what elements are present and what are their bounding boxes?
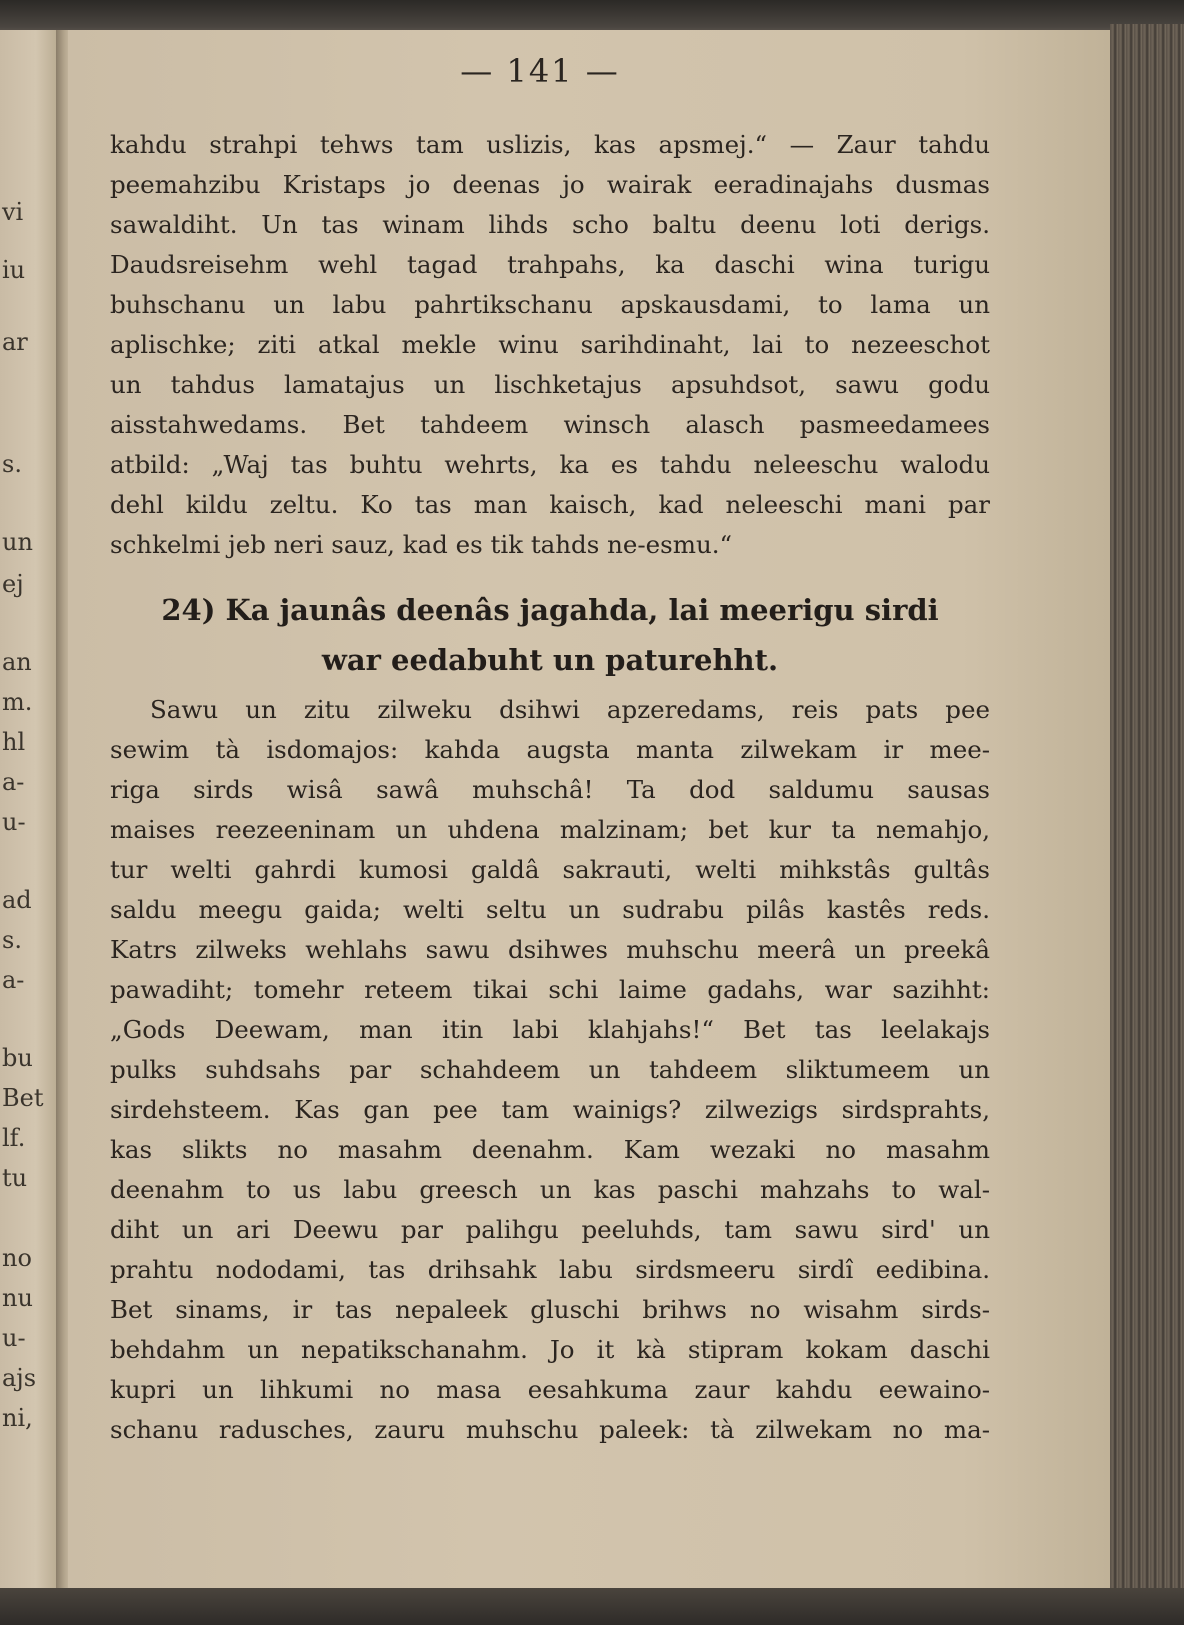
page-number: — 141 — — [460, 52, 620, 90]
text-line: prahtu nododami, tas drihsahk labu sirdsmeeru sirdî eedibina. — [110, 1255, 990, 1284]
left-page-text-fragment: an — [2, 648, 32, 676]
heading-line: war eedabuht un paturehht. — [321, 643, 779, 677]
text-line: kupri un lihkumi no masa eesahkuma zaur kahdu eewaino- — [110, 1375, 990, 1404]
book-bottom-edge — [0, 1588, 1184, 1625]
text-line: sirdehsteem. Kas gan pee tam wainigs? zilwezigs sirdsprahts, — [110, 1095, 990, 1124]
text-line: Sawu un zitu zilweku dsihwi apzeredams, reis pats pee — [150, 695, 990, 724]
left-page-text-fragment: a- — [2, 966, 25, 994]
text-line: buhschanu un labu pahrtikschanu apskausdami, to lama un — [110, 290, 990, 319]
left-page-text-fragment: ad — [2, 886, 32, 914]
text-line: Bet sinams, ir tas nepaleek gluschi brihws no wisahm sirds- — [110, 1295, 990, 1324]
left-page-margin — [0, 30, 60, 1590]
text-line: Daudsreisehm wehl tagad trahpahs, ka daschi wina turigu — [110, 250, 990, 279]
text-line: kahdu strahpi tehws tam uslizis, kas apsmej.“ — Zaur tahdu — [110, 130, 990, 159]
text-line: sawaldiht. Un tas winam lihds scho baltu deenu loti derigs. — [110, 210, 990, 239]
left-page-text-fragment: iu — [2, 256, 26, 284]
left-page-text-fragment: u- — [2, 808, 26, 836]
text-line: un tahdus lamatajus un lischketajus apsuhdsot, sawu godu — [110, 370, 990, 399]
left-page-text-fragment: tu — [2, 1164, 28, 1192]
heading-line: 24) Ka jaunâs deenâs jagahda, lai meerigu sirdi — [161, 593, 939, 627]
left-page-text-fragment: no — [2, 1244, 32, 1272]
right-page-edges — [1110, 24, 1184, 1604]
text-line: maises reezeeninam un uhdena malzinam; bet kur ta nemahjo, — [110, 815, 990, 844]
paragraph-1 — [110, 125, 990, 565]
text-line: „Gods Deewam, man itin labi klahjahs!“ Bet tas leelakajs — [110, 1015, 990, 1044]
text-line: schkelmi jeb neri sauz, kad es tik tahds ne-esmu.“ — [110, 530, 733, 559]
left-page-text-fragment: lf. — [2, 1124, 26, 1152]
left-page-text-fragment: un — [2, 528, 33, 556]
section-heading — [110, 585, 990, 685]
left-page-text-fragment: m. — [2, 688, 33, 716]
left-page-text-fragment: s. — [2, 450, 22, 478]
text-line: aplischke; ziti atkal mekle winu sarihdinaht, lai to nezeeschot — [110, 330, 990, 359]
text-line: diht un ari Deewu par palihgu peeluhds, tam sawu sird' un — [110, 1215, 990, 1244]
text-line: schanu radusches, zauru muhschu paleek: tà zilwekam no ma- — [110, 1415, 990, 1444]
text-line: atbild: „Waj tas buhtu wehrts, ka es tahdu neleeschu walodu — [110, 450, 990, 479]
left-page-text-fragment: hl — [2, 728, 26, 756]
left-page-text-fragment: ajs — [2, 1364, 37, 1392]
left-page-text-fragment: ar — [2, 328, 28, 356]
text-line: deenahm to us labu greesch un kas paschi mahzahs to wal- — [110, 1175, 990, 1204]
text-line: behdahm un nepatikschanahm. Jo it kà stipram kokam daschi — [110, 1335, 990, 1364]
left-page-text-fragment: bu — [2, 1044, 33, 1072]
text-line: riga sirds wisâ sawâ muhschâ! Ta dod saldumu sausas — [110, 775, 990, 804]
left-page-text-fragment: a- — [2, 768, 25, 796]
left-page-text-fragment: Bet — [2, 1084, 44, 1112]
left-page-text-fragment: nu — [2, 1284, 33, 1312]
left-page-text-fragment: s. — [2, 926, 22, 954]
text-line: peemahzibu Kristaps jo deenas jo wairak eeradinajahs dusmas — [110, 170, 990, 199]
text-line: tur welti gahrdi kumosi galdâ sakrauti, welti mihkstâs gultâs — [110, 855, 990, 884]
text-line: pawadiht; tomehr reteem tikai schi laime gadahs, war sazihht: — [110, 975, 990, 1004]
left-page-text-fragment: ni, — [2, 1404, 33, 1432]
left-page-text-fragment: ej — [2, 570, 24, 598]
text-line: aisstahwedams. Bet tahdeem winsch alasch pasmeedamees — [110, 410, 990, 439]
text-line: Katrs zilweks wehlahs sawu dsihwes muhschu meerâ un preekâ — [110, 935, 990, 964]
text-line: pulks suhdsahs par schahdeem un tahdeem sliktumeem un — [110, 1055, 990, 1084]
paragraph-2 — [110, 690, 990, 1450]
text-line: kas slikts no masahm deenahm. Kam wezaki no masahm — [110, 1135, 990, 1164]
text-line: dehl kildu zeltu. Ko tas man kaisch, kad neleeschi mani par — [110, 490, 990, 519]
text-line: saldu meegu gaida; welti seltu un sudrabu pilâs kastês reds. — [110, 895, 990, 924]
text-line: sewim tà isdomajos: kahda augsta manta zilwekam ir mee- — [110, 735, 990, 764]
left-page-text-fragment: vi — [2, 198, 24, 226]
left-page-text-fragment: u- — [2, 1324, 26, 1352]
